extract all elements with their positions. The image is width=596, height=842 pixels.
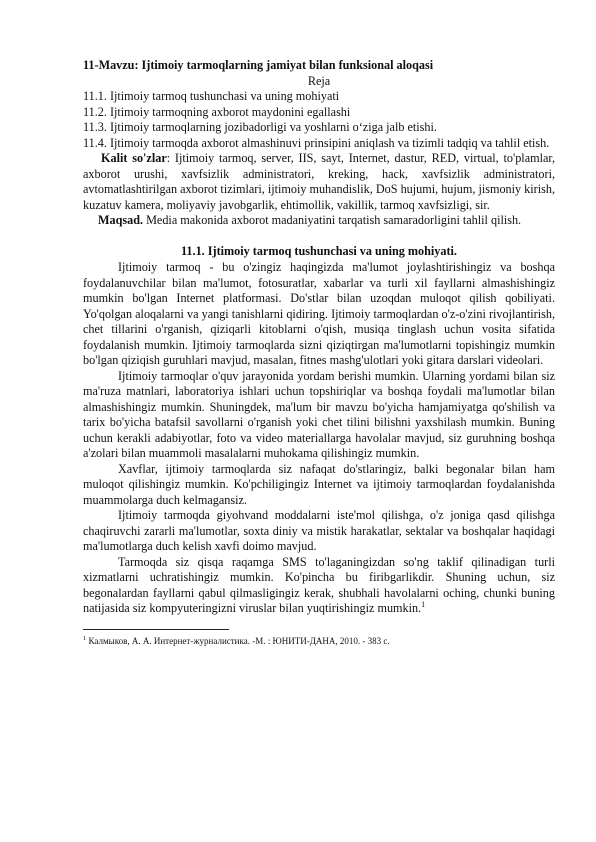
footnote-text: Калмыков, А. А. Интернет-журналистика. -М. : ЮНИТИ-ДАНА, 2010. - 383 с. [88,635,390,646]
body-paragraph-last [83,555,555,617]
plan-list [83,89,555,151]
plan-item: 11.3. Ijtimoiy tarmoqlarning jozibadorligi va yoshlarni o‘ziga jalb etishi. [83,120,437,134]
keywords-label: Kalit so'zlar [101,151,167,165]
body-paragraph: Ijtimoiy tarmoq - bu o'zingiz haqingizda ma'lumot joylashtirishingiz va boshqa foydalanuvchilar bilan ma'lumot, fotosuratlar, xabarlar va turli xil fayllarni almashishingiz mumkin bo'lgan Internet platformasi. Do'stlar bilan uzoqdan muloqot qilish qobiliyati. Yo'qolgan aloqalarni va yangi tanishlarni qidiring. Ijtimoiy tarmoqlardan o'z-o'zini rivojlantirish, chet tillarini o'rganish, qiziqarli kitoblarni o'qish, musiqa tinglash uchun vosita sifatida foydalanish mumkin. Ijtimoiy tarmoqlarda sizni qiziqtirgan ma'lumotlarni topishingiz mumkin bo'lgan qiziqish guruhlari mavjud, masalan, fitnes mashg'ulotlari yoki gitara darslari videolari. [83,260,555,367]
footnote-marker: 1 [83,634,87,642]
plan-item: 11.2. Ijtimoiy tarmoqning axborot maydonini egallashi [83,104,351,119]
document-title: 11-Mavzu: Ijtimoiy tarmoqlarning jamiyat bilan funksional aloqasi [83,58,434,72]
keywords-paragraph [83,151,555,213]
footnote [83,636,555,647]
last-paragraph-text: Tarmoqda siz qisqa raqamga SMS to'laganingizdan so'ng taklif qilinadigan turli xizmatlarni uchratishingiz mumkin. Ko'pincha bu firibgarlikdir. Shuning uchun, siz begonalardan fayllarni qabul qilmasligingiz kerak, shubhali havolalarni oching, chunki buning natijasida siz kompyuteringizni viruslar bilan yuqtirishingiz mumkin. [83,554,555,615]
plan-heading: Reja [307,73,331,88]
footnote-reference[interactable]: 1 [421,599,426,609]
section-heading: 11.1. Ijtimoiy tarmoq tushunchasi va uning mohiyati. [181,243,457,258]
goal-label: Maqsad. [98,213,144,227]
document-page [83,58,555,647]
plan-item: 11.4. Ijtimoiy tarmoqda axborot almashinuvi prinsipini aniqlash va tizimli tadqiq va tahlil etish. [83,135,550,150]
footnote-divider [83,629,229,630]
goal-paragraph [83,213,555,229]
keywords-text: : Ijtimoiy tarmoq, server, IIS, sayt, Internet, dastur, RED, virtual, to'plamlar, axborot urushi, xavfsizlik administratori, kreking, hack, xavfsizlik administratori, avtomatlashtirilgan axborot tizimlari, ijtimoiy muhandislik, DoS hujumi, hujum, jismoniy kirish, kuzatuv kamera, moliyaviy javobgarlik, ehtimollik, vakillik, tarmoq xavfsizligi, sir. [83,151,555,212]
body-paragraph: Xavflar, ijtimoiy tarmoqlarda siz nafaqat do'stlaringiz, balki begonalar bilan ham muloqot qilishingiz mumkin. Ko'pchiligingiz Internet va ijtimoiy tarmoqlardan foydalanishda muammolarga duch kelmagansiz. [83,461,555,507]
body-paragraph: Ijtimoiy tarmoqlar o'quv jarayonida yordam berishi mumkin. Ularning yordami bilan siz ma'ruza matnlari, laboratoriya ishlari uchun topshiriqlar va boshqa foydali ma'lumotlar bilan almashishingiz mumkin. Shuningdek, ma'lum bir mavzu bo'yicha hamjamiyatga qo'shilish va tarix bo'yicha batafsil savollarni o'rganish yoki chet tilini bilishni yaxshilash mumkin. Buning uchun kerakli adabiyotlar, foto va video materiallarga havolalar mavjud, siz guruhning boshqa a'zolari bilan muammoli masalalarni muhokama qilishingiz mumkin. [83,368,555,460]
plan-item: 11.1. Ijtimoiy tarmoq tushunchasi va uning mohiyati [83,89,340,103]
goal-text: Media makonida axborot madaniyatini tarqatish samaradorligini tahlil qilish. [143,213,522,227]
body-paragraph: Ijtimoiy tarmoqda giyohvand moddalarni iste'mol qilishga, o'z joniga qasd qilishga chaqiruvchi zararli ma'lumotlar, soxta diniy va mistik harakatlar, sektalar va boshqalar haqidagi ma'lumotlarga duch kelish xavfi doimo mavjud. [83,508,555,553]
